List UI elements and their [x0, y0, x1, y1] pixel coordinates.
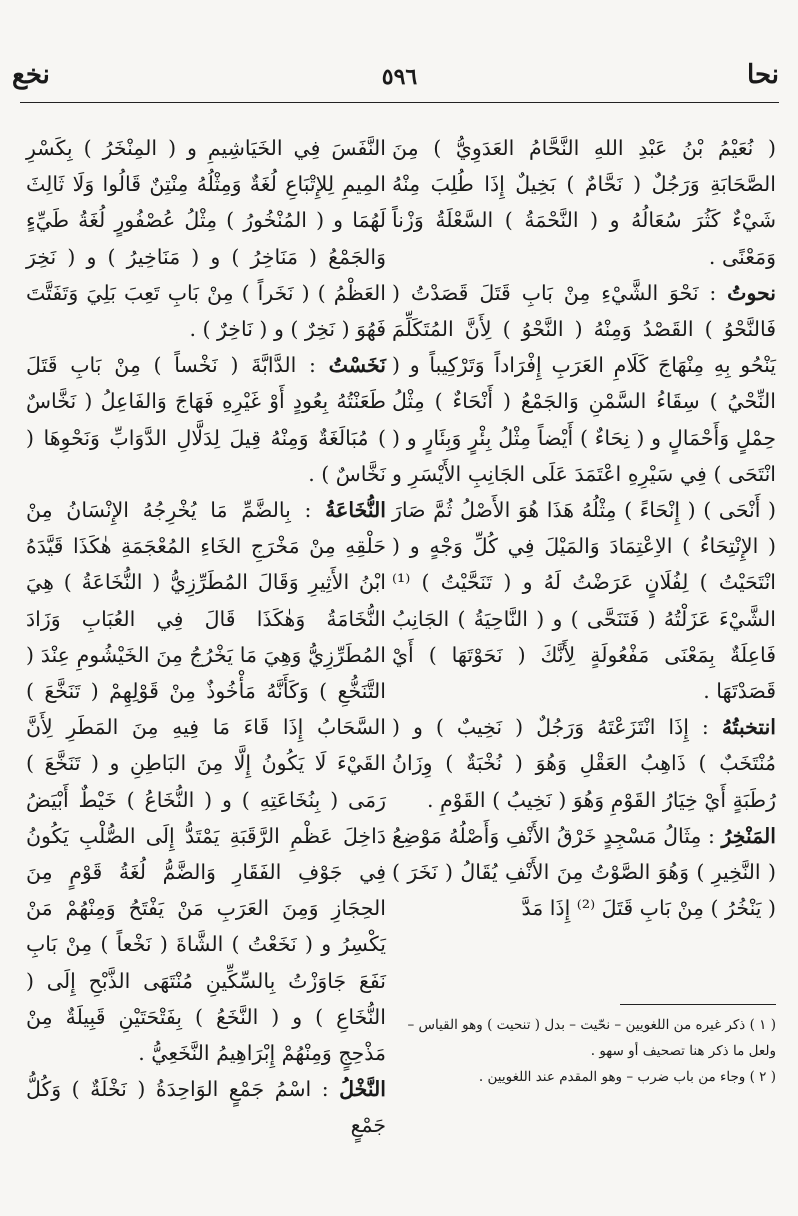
entry [392, 275, 776, 709]
entry-text: : نَحْوَ الشَّيْءِ مِنْ بَابِ قَتَلَ قَصَدْتُ ( فَالنَّحْوُ ) القَصْدُ وَمِنْهُ ( النَّحْوُ ) لِأَنَّ المُتَكَلِّمَ يَنْحُو بِهِ مِنْهَاجَ كَلَامِ العَرَبِ إِفْرَاداً وَتَرْكِيباً و ( النِّحْيُ ) سِقَاءُ السَّمْنِ وَالجَمْعُ ( أَنْحَاءٌ ) مِثْلُ حِمْلٍ وَأَحْمَالٍ و ( نِحَاءٌ ) أَيْضاً مِثْلُ بِئْرٍ وَبِئَارٍ و ( انْتَحَى ) فِي سَيْرِهِ اعْتَمَدَ عَلَى الجَانِبِ الأَيْسَرِ و ( أَنْحَى ) ( إِنْحَاءً ) مِثْلُهُ هَذَا هُوَ الأَصْلُ ثُمَّ صَارَ ( الإِنْتِحَاءُ ) الاِعْتِمَادَ وَالمَيْلَ فِي كُلِّ وَجْهٍ و ( انْتَحَيْتُ ) لِفُلَانٍ عَرَضْتُ لَهُ و ( تَنَحَّيْتُ ) ⁽¹⁾ الشَّيْءَ عَزَلْتُهُ ( فَتَنَحَّى ) و ( النَّاحِيَةُ ) الجَانِبُ فَاعِلَةٌ بِمَعْنَى مَفْعُولَةٍ لِأَنَّكَ ( نَحَوْتَهَا ) أَيْ قَصَدْتَهَا . [392, 280, 776, 704]
page-header [12, 58, 787, 98]
entry [392, 818, 776, 927]
entry-text: ( نُعَيْمُ بْنُ عَبْدِ اللهِ النَّحَّامُ العَدَوِيُّ ) مِنَ الصَّحَابَةِ وَرَجُلٌ ( نَحَّامٌ ) بَخِيلٌ إِذَا طُلِبَ مِنْهُ شَيْءٌ كَثُرَ سُعَالُهُ و ( النَّحْمَةُ ) السَّعْلَةُ وَزْناً وَمَعْنًى . [392, 136, 776, 269]
entry-headword: المَنْخِرُ [721, 823, 776, 848]
header-rule [20, 102, 779, 103]
page-number: ٥٩٦ [381, 64, 418, 90]
entry-headword: نَخَسْتُ [328, 353, 386, 378]
entry [26, 492, 386, 1071]
entry-text: : إِذَا انْتَزَعْتَهُ وَرَجُلٌ ( نَخِيبٌ ) و ( مُنْتَخَبٌ ) ذَاهِبُ العَقْلِ وَهُوَ ( نُخْبَةٌ ) وِزَانُ رُطَبَةٍ أَيْ خِيَارُ القَوْمِ وَهُوَ ( نَخِيبُ ) القَوْمِ . [392, 715, 776, 812]
footnote-1: ( ١ ) ذكر غيره من اللغويين – نحّيت – بدل ( تنحيت ) وهو القياس – ولعل ما ذكر هنا تصحيف أو سهو . [407, 1017, 776, 1059]
left-column [26, 130, 386, 1144]
right-column [392, 130, 776, 926]
footnotes [392, 1012, 776, 1090]
header-left-guide-word: نخع [12, 60, 50, 90]
entry [392, 130, 776, 275]
header-right-guide-word: نحا [747, 60, 779, 90]
entry-headword: نحوتُ [727, 280, 776, 305]
entry-headword: النَّخْلُ [339, 1077, 386, 1102]
entry [392, 709, 776, 818]
entry-text: النَّفَسَ فِي الخَيَاشِيمِ و ( المِنْخَرُ ) بِكَسْرِ المِيمِ لِلإِتْبَاعِ لُغَةٌ وَمِثْلُهُ مِنْتِنٌ قَالُوا وَلَا ثَالِثَ لَهُمَا و ( المُنْخُورُ ) مِثْلُ عُصْفُورٍ لُغَةُ طَيِّءٍ وَالجَمْعُ ( مَنَاخِرُ ) و ( مَنَاخِيرُ ) و ( نَخِرَ العَظْمُ ) ( نَخَراً ) مِنْ بَابِ تَعِبَ بَلِيَ وَتَفَتَّتَ فَهُوَ ( نَخِرٌ ) و ( نَاخِرٌ ) . [26, 136, 386, 342]
entry-text: : اسْمُ جَمْعٍ الوَاحِدَةُ ( نَخْلَةٌ ) وَكُلُّ جَمْعٍ [26, 1077, 386, 1138]
entry-text: : بِالضَّمِّ مَا يُخْرِجُهُ الإِنْسَانُ مِنْ حَلْقِهِ مِنْ مَخْرَجِ الخَاءِ المُعْجَمَةِ هٰكَذَا قَيَّدَهُ ابْنُ الأَثِيرِ وَقَالَ المُطَرِّزِيُّ ( النُّخَاعَةُ ) هِيَ النُّخَامَةُ وَهٰكَذَا قَالَ فِي العُبَابِ وَزَادَ المُطَرِّزِيُّ وَهِيَ مَا يَخْرُجُ مِنَ الخَيْشُومِ عِنْدَ ( التَّنَخُّعِ ) وَكَأَنَّهُ مَأْخُوذٌ مِنْ قَوْلِهِمْ ( تَنَخَّعَ ) السَّحَابُ إِذَا قَاءَ مَا فِيهِ مِنَ المَطَرِ لِأَنَّ القَيْءَ لَا يَكُونُ إِلَّا مِنَ البَاطِنِ و ( تَنَخَّعَ ) رَمَى ( بِنُخَاعَتِهِ ) و ( النُّخَاعُ ) خَيْطٌ أَبْيَضُ دَاخِلَ عَظْمِ الرَّقَبَةِ يَمْتَدُّ إِلَى الصُّلْبِ يَكُونُ فِي جَوْفِ الفَقَارِ وَالضَّمُّ لُغَةُ قَوْمٍ مِنَ الحِجَازِ وَمِنَ العَرَبِ مَنْ يَفْتَحُ وَمِنْهُمْ مَنْ يَكْسِرُ و ( نَخَعْتُ ) الشَّاةَ ( نَخْعاً ) مِنْ بَابِ نَفَعَ جَاوَزْتُ بِالسِّكِّينِ مُنْتَهَى الذَّبْحِ إِلَى ( النُّخَاعِ ) و ( النَّخَعُ ) بِفَتْحَتَيْنِ قَبِيلَةٌ مِنْ مَذْحِجٍ وَمِنْهُمْ إِبْرَاهِيمُ النَّخَعِيُّ . [26, 498, 386, 1066]
entry [26, 347, 386, 492]
entry [26, 130, 386, 347]
entry [26, 1071, 386, 1143]
footnote-2: ( ٢ ) وجاء من باب ضرب – وهو المقدم عند اللغويين . [478, 1069, 776, 1085]
entry-text: : مِثَالُ مَسْجِدٍ خَرْقُ الأَنْفِ وَأَصْلُهُ مَوْضِعُ ( النَّخِيرِ ) وَهُوَ الصَّوْتُ مِنَ الأَنْفِ يُقَالُ ( نَخَرَ ) ( يَنْخُرُ ) مِنْ بَابِ قَتَلَ ⁽²⁾ إِذَا مَدَّ [392, 823, 776, 921]
entry-headword: انتخبتُهُ [721, 715, 776, 740]
entry-text: : الدَّابَّةَ ( نَخْساً ) مِنْ بَابِ قَتَلَ طَعَنْتُهُ بِعُودٍ أَوْ غَيْرِهِ فَهَاجَ وَالفَاعِلُ ( نَخَّاسٌ ) مُبَالَغَةٌ وَمِنْهُ قِيلَ لِدَلَّالِ الدَّوَابِّ وَنَحْوِهَا ( نَخَّاسٌ ) . [26, 353, 386, 486]
entry-headword: النُّخَاعَةُ [325, 498, 386, 523]
footnote-rule [620, 1004, 776, 1005]
